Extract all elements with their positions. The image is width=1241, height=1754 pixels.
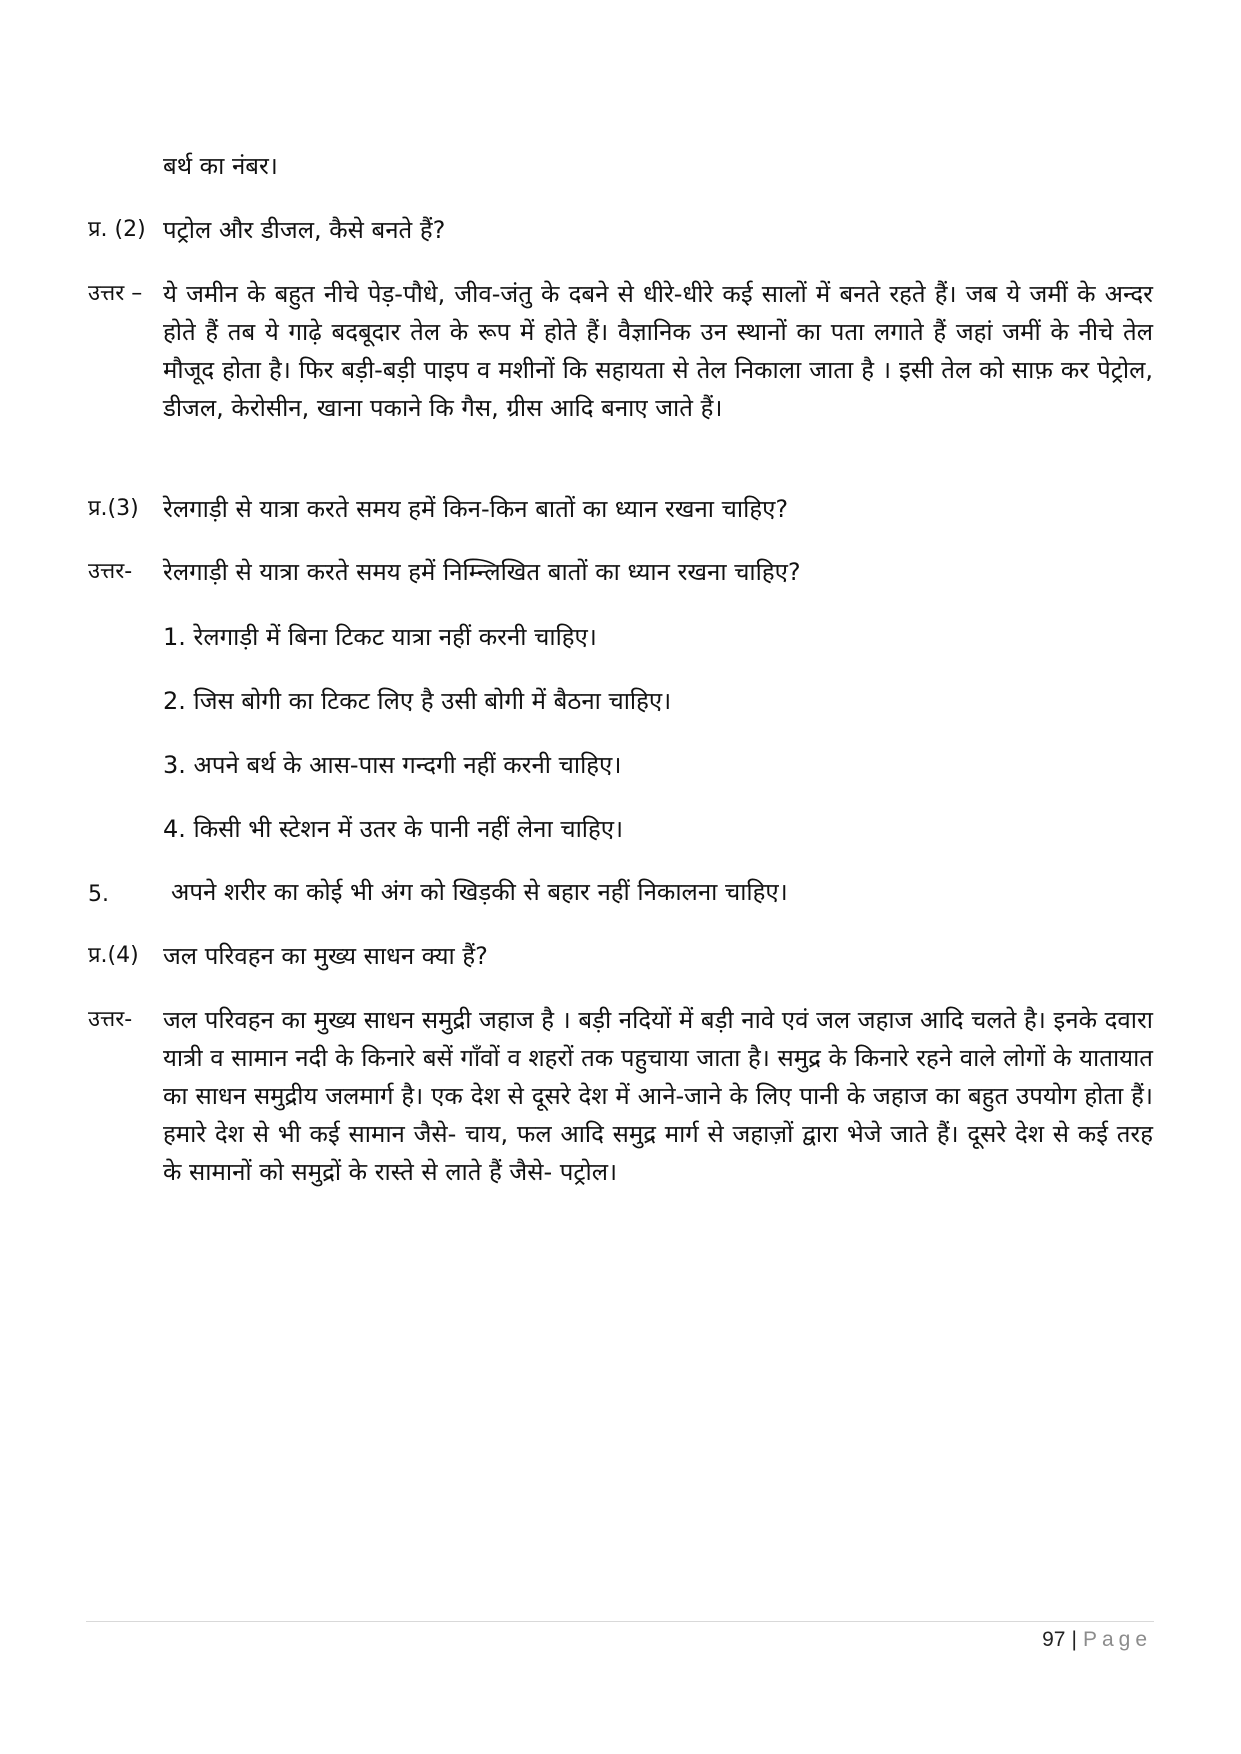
answer-3-text: रेलगाड़ी से यात्रा करते समय हमें निम्न्लिखित बातों का ध्यान रखना चाहिए? bbox=[163, 558, 801, 586]
list-item: 4. किसी भी स्टेशन में उतर के पानी नहीं लेना चाहिए। bbox=[163, 815, 624, 843]
page-label: Page bbox=[1082, 1628, 1152, 1651]
question-4-label: प्र.(4) bbox=[88, 943, 139, 968]
list-item: 1. रेलगाड़ी में बिना टिकट यात्रा नहीं करनी चाहिए। bbox=[163, 623, 597, 651]
answer-2-label: उत्तर – bbox=[88, 281, 143, 306]
question-3-label: प्र.(3) bbox=[88, 496, 139, 521]
question-3-text: रेलगाड़ी से यात्रा करते समय हमें किन-किन बातों का ध्यान रखना चाहिए? bbox=[163, 495, 789, 523]
question-2-text: पट्रोल और डीजल, कैसे बनते हैं? bbox=[163, 216, 446, 244]
list-item-5-number: 5. bbox=[88, 882, 109, 907]
intro-line: बर्थ का नंबर। bbox=[163, 152, 278, 180]
list-item: 2. जिस बोगी का टिकट लिए है उसी बोगी में बैठना चाहिए। bbox=[163, 687, 672, 715]
list-item: 3. अपने बर्थ के आस-पास गन्दगी नहीं करनी चाहिए। bbox=[163, 751, 622, 779]
question-4-text: जल परिवहन का मुख्य साधन क्या हैं? bbox=[163, 942, 488, 970]
footer-separator: | bbox=[1071, 1628, 1077, 1651]
answer-2-text: ये जमीन के बहुत नीचे पेड़-पौधे, जीव-जंतु के दबने से धीरे-धीरे कई सालों में बनते रहते हैं। जब ये जमीं के अन्दर होते हैं तब ये गाढ़े बदबूदार तेल के रूप में होते हैं। वैज्ञानिक उन स्थानों का पता लगाते हैं जहां जमीं के नीचे तेल मौजूद होता है। फिर बड़ी-बड़ी पाइप व मशीनों कि सहायता से तेल निकाला जाता है । इसी तेल को साफ़ कर पेट्रोल, डीजल, केरोसीन, खाना पकाने कि गैस, ग्रीस आदि बनाए जाते हैं। bbox=[163, 280, 1153, 422]
answer-4-text: जल परिवहन का मुख्य साधन समुद्री जहाज है । बड़ी नदियों में बड़ी नावे एवं जल जहाज आदि चलते है। इनके दवारा यात्री व सामान नदी के किनारे बसें गाँवों व शहरों तक पहुचाया जाता है। समुद्र के किनारे रहने वाले लोगों के यातायात का साधन समुद्रीय जलमार्ग है। एक देश से दूसरे देश में आने-जाने के लिए पानी के जहाज का बहुत उपयोग होता हैं। हमारे देश से भी कई सामान जैसे- चाय, फल आदि समुद्र मार्ग से जहाज़ों द्वारा भेजे जाते हैं। दूसरे देश से कई तरह के सामानों को समुद्रों के रास्ते से लाते हैं जैसे- पट्रोल। bbox=[163, 1006, 1153, 1186]
question-2-label: प्र. (2) bbox=[88, 217, 146, 242]
list-item-5-text: अपने शरीर का कोई भी अंग को खिड़की से बहार नहीं निकालना चाहिए। bbox=[171, 878, 788, 906]
page-footer bbox=[1042, 1625, 1152, 1655]
page-number: 97 bbox=[1042, 1628, 1066, 1651]
footer-divider bbox=[86, 1621, 1154, 1622]
answer-4-label: उत्तर- bbox=[88, 1007, 133, 1032]
answer-3-label: उत्तर- bbox=[88, 559, 133, 584]
